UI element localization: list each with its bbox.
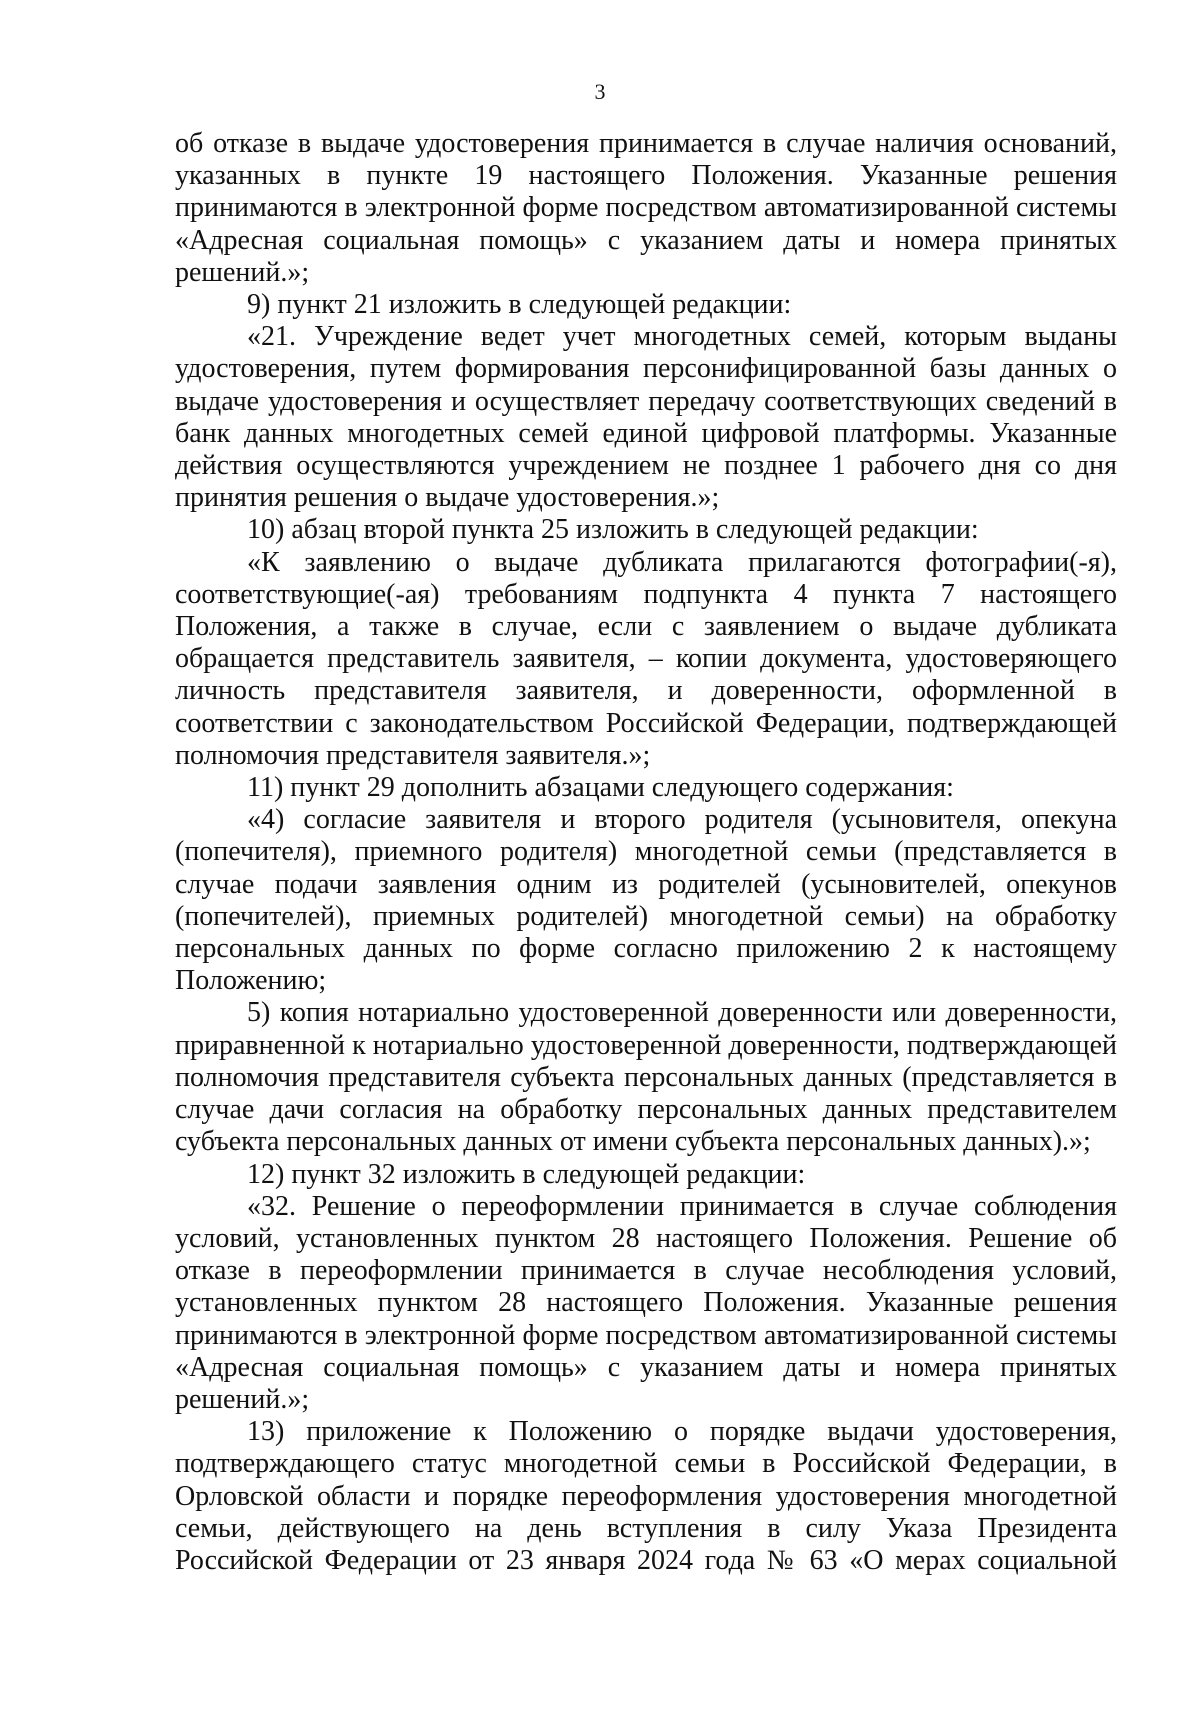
paragraph-point-32-text: «32. Решение о переоформлении принимается в случае соблюдения условий, установленных пунктом 28 настоящего Положения. Решение об отказе в переоформлении принимается в случае несоблюдения условий, установленных пунктом 28 настоящего Положения. Указанные решения принимаются в электронной форме посредством автоматизированной системы «Адресная социальная помощь» с указанием даты и номера принятых решений.»; <box>175 1190 1117 1415</box>
paragraph-item-11: 11) пункт 29 дополнить абзацами следующего содержания: <box>247 772 954 804</box>
paragraph-point-21-text: «21. Учреждение ведет учет многодетных семей, которым выданы удостоверения, путем формирования персонифицированной базы данных о выдаче удостоверения и осуществляет передачу соответствующих сведений в банк данных многодетных семей единой цифровой платформы. Указанные действия осуществляются учреждением не позднее 1 рабочего дня со дня принятия решения о выдаче удостоверения.»; <box>175 321 1117 514</box>
page-number: 3 <box>594 79 606 104</box>
paragraph-item-10: 10) абзац второй пункта 25 изложить в следующей редакции: <box>247 514 979 546</box>
paragraph-continuation: об отказе в выдаче удостоверения принимается в случае наличия оснований, указанных в пункте 19 настоящего Положения. Указанные решения принимаются в электронной форме посредством автоматизированной системы «Адресная социальная помощь» с указанием даты и номера принятых решений.»; <box>175 128 1117 288</box>
paragraph-point-25-text: «К заявлению о выдаче дубликата прилагаются фотографии(-я), соответствующие(-ая) требованиям подпункта 4 пункта 7 настоящего Положения, а также в случае, если с заявлением о выдаче дубликата обращается представитель заявителя, – копии документа, удостоверяющего личность представителя заявителя, и доверенности, оформленной в соответствии с законодательством Российской Федерации, подтверждающей полномочия представителя заявителя.»; <box>175 546 1117 771</box>
paragraph-item-9: 9) пункт 21 изложить в следующей редакции: <box>247 289 792 321</box>
document-body <box>175 128 1117 1577</box>
paragraph-item-13: 13) приложение к Положению о порядке выдачи удостоверения, подтверждающего статус многодетной семьи в Российской Федерации, в Орловской области и порядке переоформления удостоверения многодетной семьи, действующего на день вступления в силу Указа Президента Российской Федерации от 23 января 2024 года № 63 «О мерах социальной <box>175 1416 1117 1576</box>
paragraph-point-29-sub-5: 5) копия нотариально удостоверенной доверенности или доверенности, приравненной к нотариально удостоверенной доверенности, подтверждающей полномочия представителя субъекта персональных данных (представляется в случае дачи согласия на обработку персональных данных представителем субъекта персональных данных от имени субъекта персональных данных).»; <box>175 997 1117 1158</box>
paragraph-item-12: 12) пункт 32 изложить в следующей редакции: <box>247 1158 806 1190</box>
paragraph-point-29-sub-4: «4) согласие заявителя и второго родителя (усыновителя, опекуна (попечителя), приемного родителя) многодетной семьи (представляется в случае подачи заявления одним из родителей (усыновителей, опекунов (попечителей), приемных родителей) многодетной семьи) на обработку персональных данных по форме согласно приложению 2 к настоящему Положению; <box>175 804 1117 997</box>
